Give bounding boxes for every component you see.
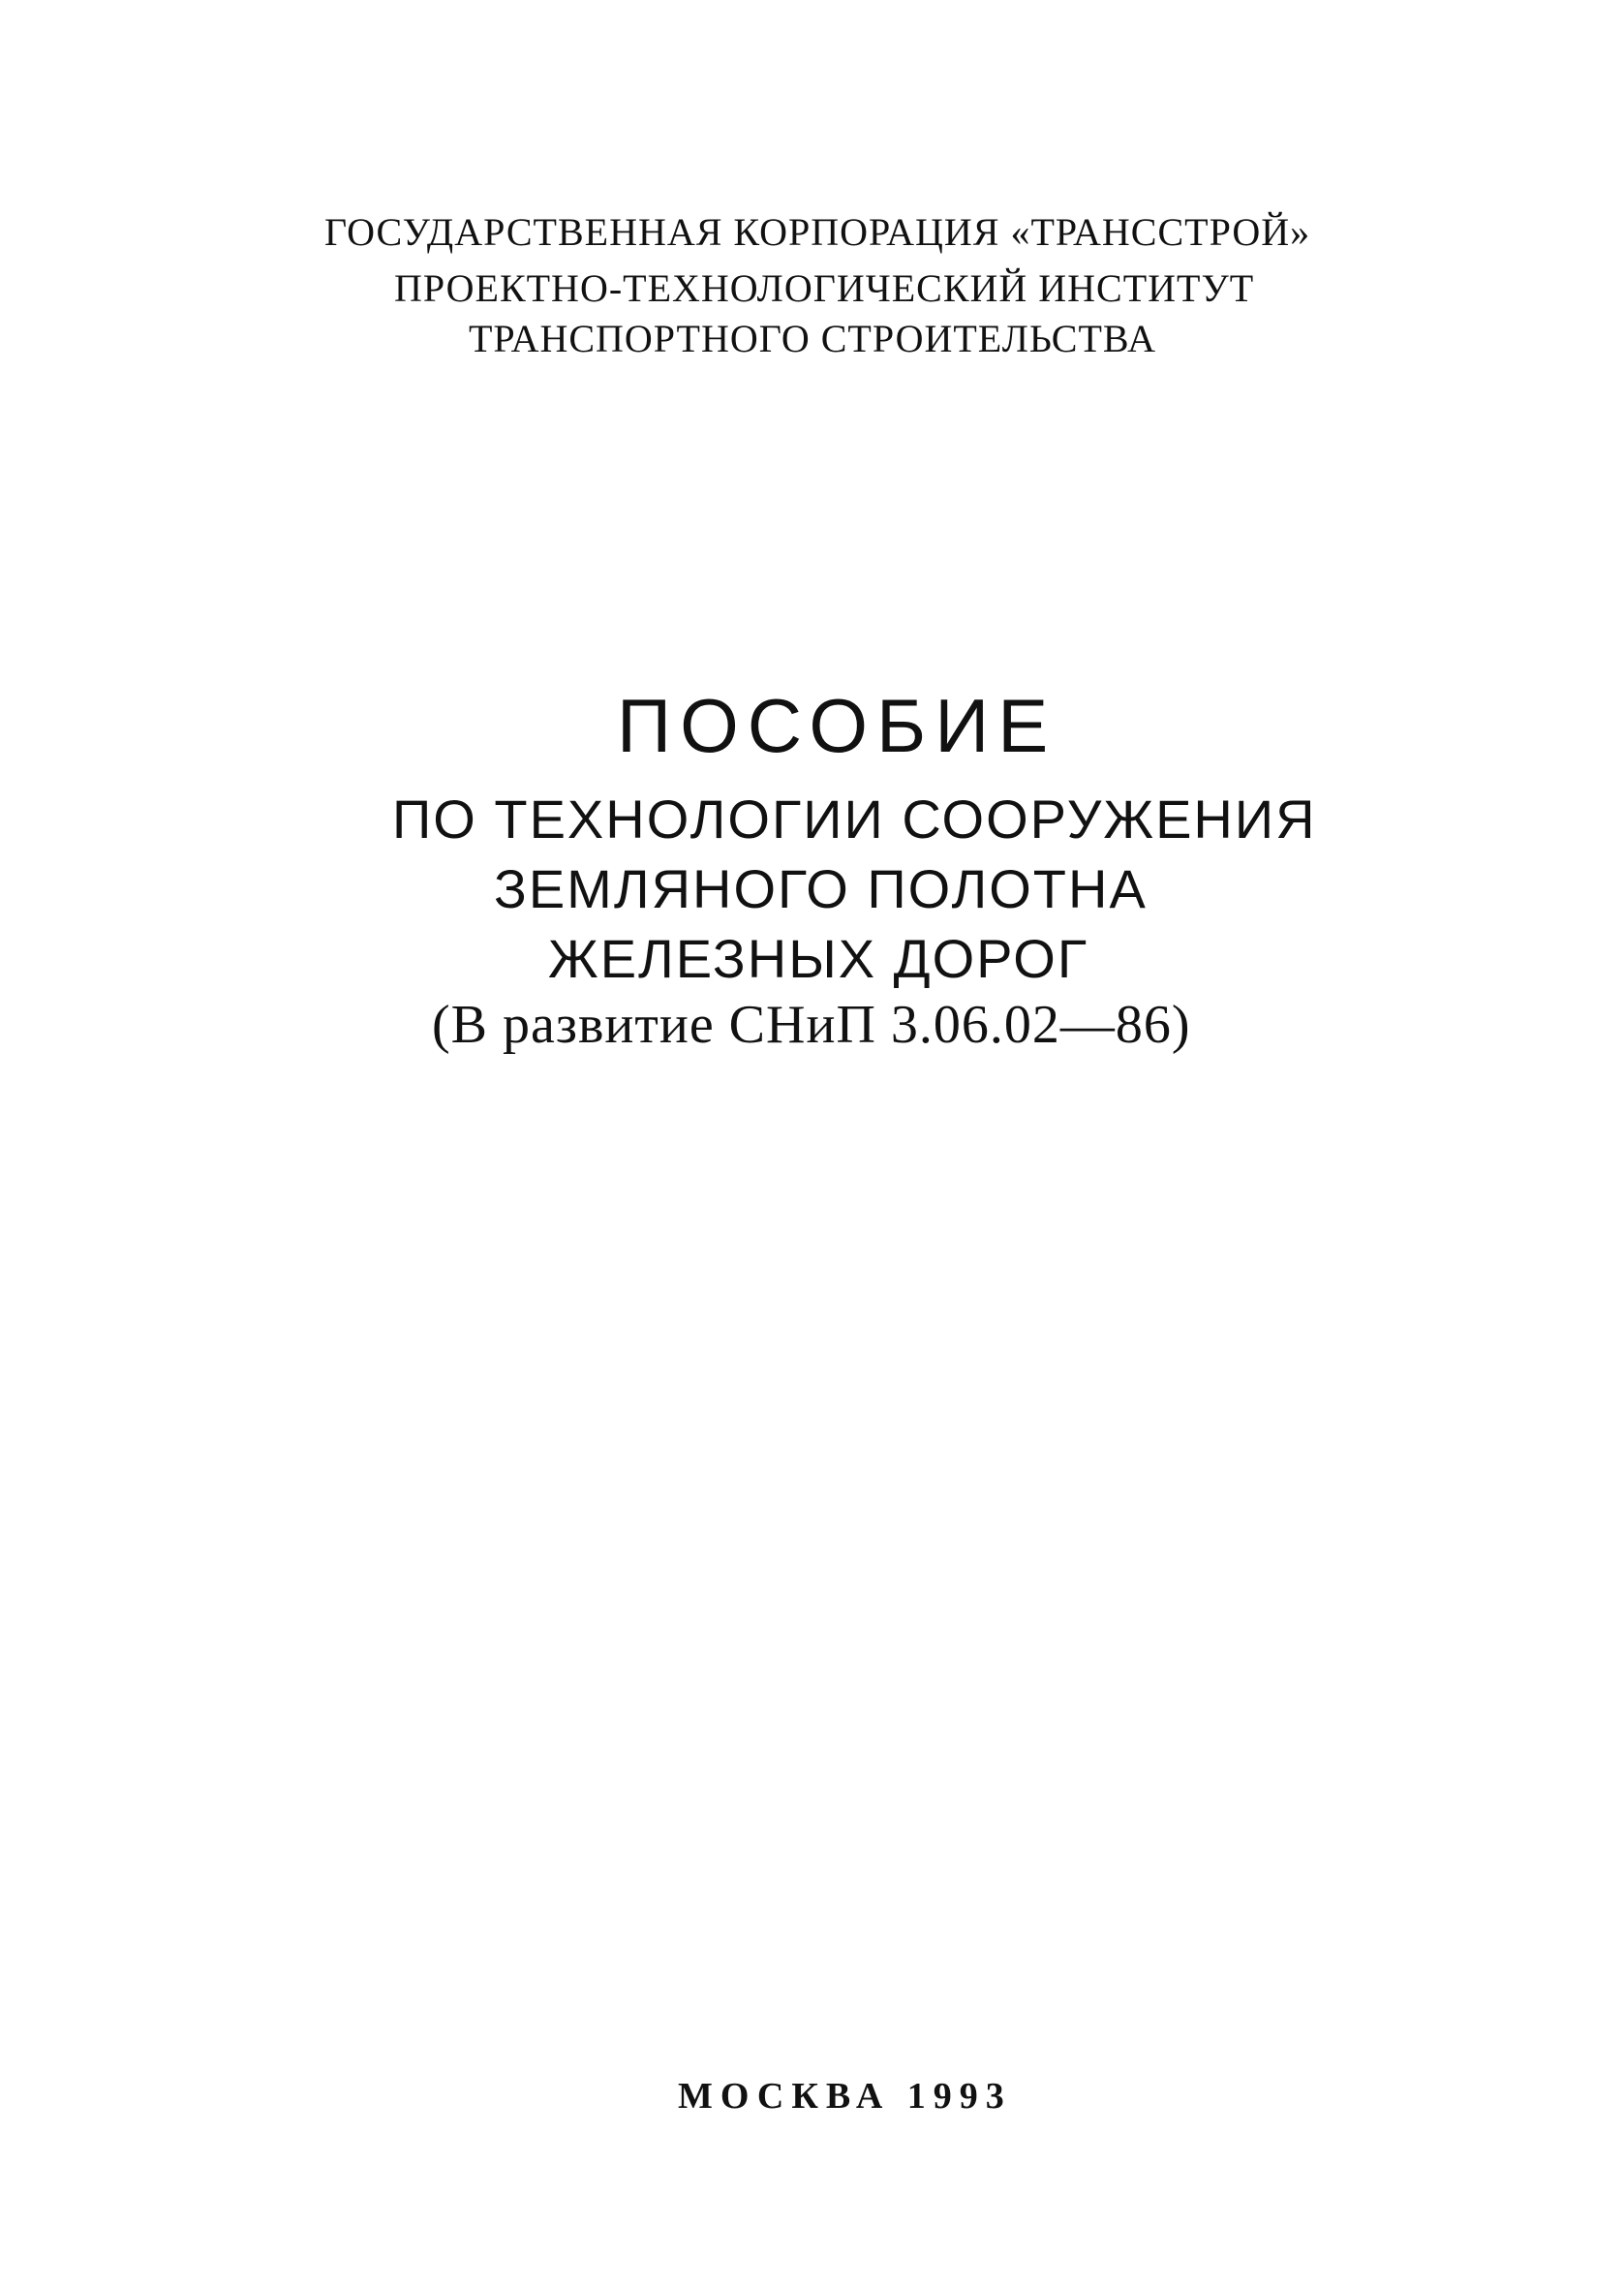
document-subtitle-line-3: ЖЕЛЕЗНЫХ ДОРОГ [548, 928, 1089, 989]
standard-reference: (В развитие СНиП 3.06.02—86) [432, 995, 1191, 1055]
document-subtitle-line-1: ПО ТЕХНОЛОГИИ СООРУЖЕНИЯ [392, 789, 1317, 850]
institute-name-line-1: ПРОЕКТНО-ТЕХНОЛОГИЧЕСКИЙ ИНСТИТУТ [394, 266, 1255, 310]
institute-name-line-2: ТРАНСПОРТНОГО СТРОИТЕЛЬСТВА [469, 317, 1156, 360]
organization-name: ГОСУДАРСТВЕННАЯ КОРПОРАЦИЯ «ТРАНССТРОЙ» [324, 210, 1311, 254]
publication-place-year: МОСКВА 1993 [678, 2076, 1012, 2117]
document-subtitle-line-2: ЗЕМЛЯНОГО ПОЛОТНА [494, 858, 1148, 919]
document-title: ПОСОБИЕ [617, 683, 1057, 768]
